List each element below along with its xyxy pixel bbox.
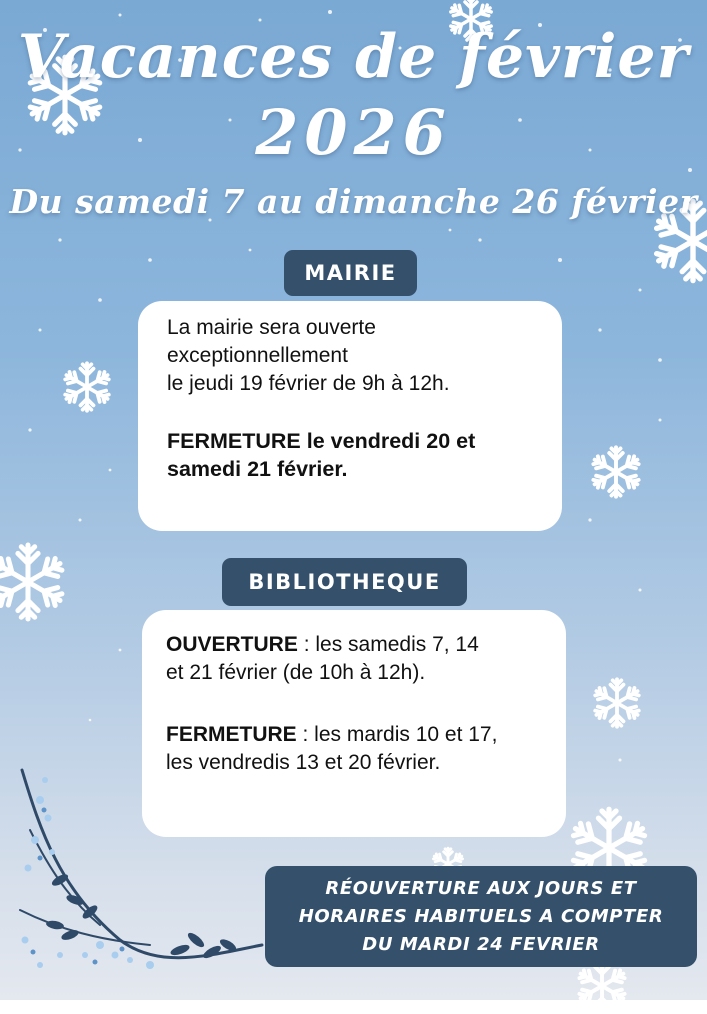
poster-year: 2026 (255, 96, 452, 169)
closure-label: FERMETURE (166, 723, 297, 746)
mairie-heading: MAIRIE (284, 250, 417, 296)
mairie-card (138, 301, 562, 531)
bibliotheque-card (142, 610, 566, 837)
mairie-closure-line-1: FERMETURE le vendredi 20 et (167, 429, 476, 453)
mairie-line-2: exceptionnellement (167, 344, 348, 367)
opening-text-1: : les samedis 7, 14 (297, 633, 479, 656)
closure-text-2: les vendredis 13 et 20 février. (166, 751, 441, 774)
banner-line-1: RÉOUVERTURE AUX JOURS ET (325, 878, 637, 899)
bibliotheque-heading: BIBLIOTHEQUE (222, 558, 467, 606)
bibliotheque-closure-text (166, 721, 556, 777)
snowflake-icon (590, 676, 644, 730)
snowflake-icon (60, 360, 114, 414)
banner-line-2: HORAIRES HABITUELS A COMPTER (298, 906, 664, 927)
closure-text-1: : les mardis 10 et 17, (296, 723, 498, 746)
date-range: Du samedi 7 au dimanche 26 février (9, 182, 698, 221)
bibliotheque-opening-text (166, 631, 556, 687)
reopening-banner (265, 866, 697, 967)
opening-text-2: et 21 février (de 10h à 12h). (166, 661, 426, 684)
mairie-closure-line-2: samedi 21 février. (167, 457, 348, 481)
banner-line-3: DU MARDI 24 FEVRIER (362, 934, 600, 955)
mairie-opening-text (167, 314, 547, 398)
mairie-line-1: La mairie sera ouverte (167, 316, 376, 339)
snowflake-icon (0, 540, 70, 624)
mairie-line-3: le jeudi 19 février de 9h à 12h. (167, 372, 450, 395)
mairie-closure-text (167, 427, 547, 483)
poster-title: Vacances de février (17, 22, 690, 92)
opening-label: OUVERTURE (166, 633, 298, 656)
snowflake-icon (588, 444, 644, 500)
